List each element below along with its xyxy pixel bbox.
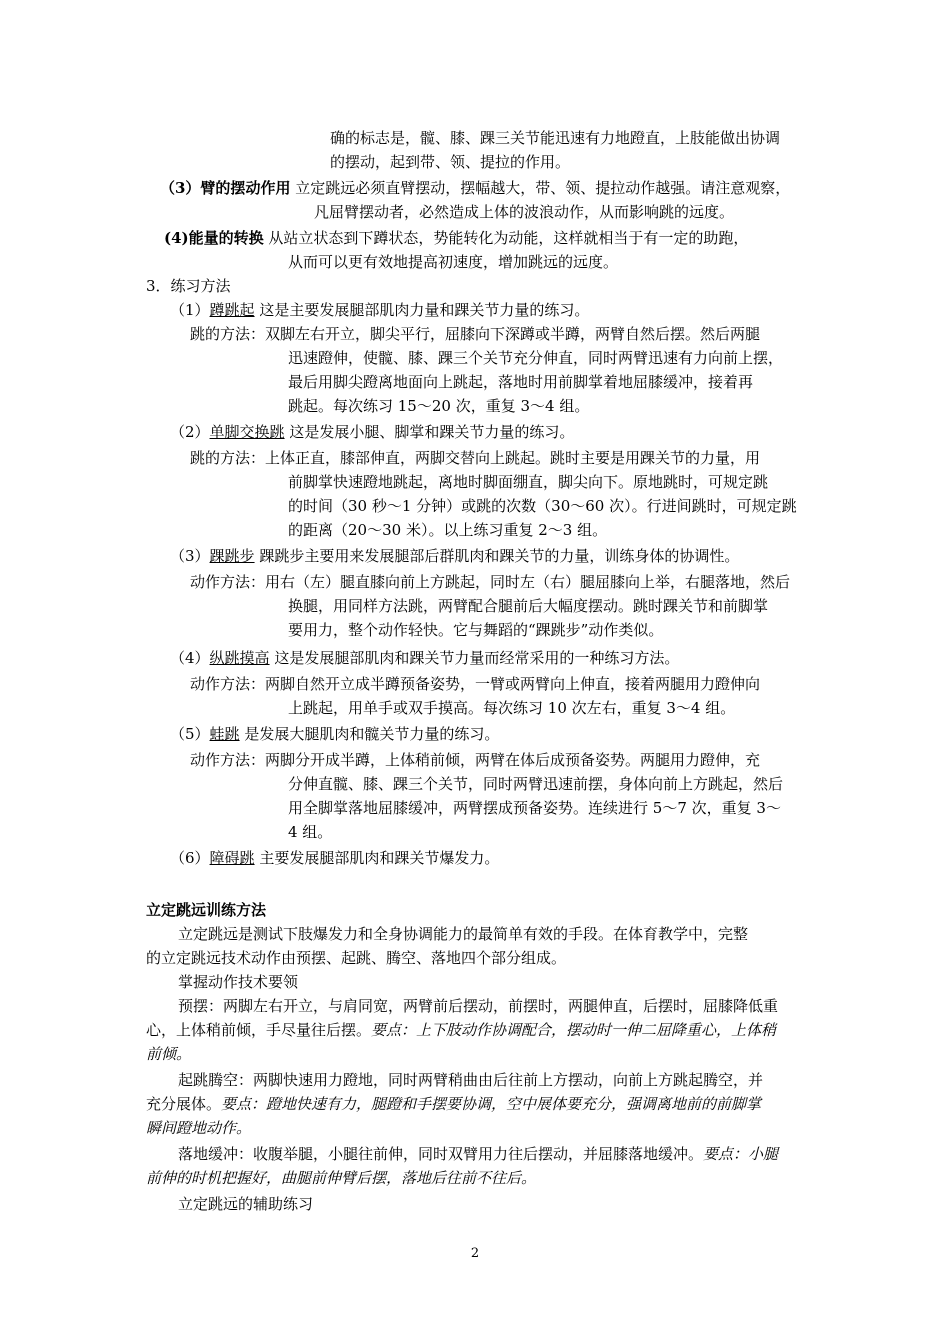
item-description: 这是发展腿部肌肉和踝关节力量而经常采用的一种练习方法。 (274, 649, 680, 667)
method-label: 动作方法： (190, 751, 266, 769)
method-line (190, 322, 760, 346)
method-text: 分伸直髋、膝、踝三个关节，同时两臂迅速前摆，身体向前上方跳起，然后 (288, 775, 784, 793)
method-text: 用全脚掌落地屈膝缓冲，两臂摆成预备姿势。连续进行 5～7 次，重复 3～ (288, 799, 781, 817)
section-heading-practice: 3．练习方法 (146, 277, 231, 295)
item-description: 踝跳步主要用来发展腿部后群肌肉和踝关节的力量，训练身体的协调性。 (259, 547, 740, 565)
item-name: 单脚交换跳 (209, 423, 285, 441)
item-number: （4） (170, 649, 210, 667)
item-number: （2） (170, 423, 210, 441)
arm-swing-text-1: 立定跳远必须直臂摆动，摆幅越大，带、领、提拉动作越强。请注意观察， (295, 179, 791, 197)
method-text: 双脚左右开立，脚尖平行，屈膝向下深蹲或半蹲，两臂自然后摆。然后两腿 (265, 325, 761, 343)
method-label: 动作方法： (190, 573, 266, 591)
method-text: 用右（左）腿直膝向前上方跳起，同时左（右）腿屈膝向上举，右腿落地，然后 (265, 573, 791, 591)
preswing-text: 心，上体稍前倾，手尽量往后摆。 (146, 1021, 372, 1039)
takeoff-key-point: 要点：蹬地快速有力，腿蹬和手摆要协调，空中展体要充分，强调离地前的前脚掌 (221, 1095, 762, 1113)
item-number: （1） (170, 301, 210, 319)
method-line (190, 570, 790, 594)
energy-text-2: 从而可以更有效地提高初速度，增加跳远的远度。 (288, 253, 619, 271)
method-text: 上体正直，膝部伸直，两脚交替向上跳起。跳时主要是用踝关节的力量，用 (265, 449, 761, 467)
method-text: 两脚分开成半蹲，上体稍前倾，两臂在体后成预备姿势。两腿用力蹬伸，充 (265, 751, 761, 769)
training-heading: 立定跳远训练方法 (146, 901, 267, 919)
item-description: 这是主要发展腿部肌肉力量和踝关节力量的练习。 (259, 301, 590, 319)
practice-item-6 (170, 846, 499, 870)
practice-item-2 (170, 420, 574, 444)
takeoff-line-3: 瞬间蹬地动作。 (146, 1119, 252, 1137)
method-label: 动作方法： (190, 675, 266, 693)
method-text: 上跳起，用单手或双手摸高。每次练习 10 次左右，重复 3～4 组。 (288, 699, 736, 717)
item-name: 蛙跳 (209, 725, 240, 743)
item-name: 纵跳摸高 (209, 649, 270, 667)
page-number: 2 (470, 1246, 480, 1261)
method-text: 两脚自然开立成半蹲预备姿势，一臂或两臂向上伸直，接着两腿用力蹬伸向 (265, 675, 761, 693)
method-text: 迅速蹬伸，使髋、膝、踝三个关节充分伸直，同时两臂迅速有力向前上摆， (288, 349, 784, 367)
item-name: 踝跳步 (209, 547, 255, 565)
method-label: 跳的方法： (190, 325, 266, 343)
method-text: 跳起。每次练习 15～20 次，重复 3～4 组。 (288, 397, 590, 415)
preswing-line-3: 前倾。 (146, 1045, 192, 1063)
arm-swing-text-2: 凡屈臂摆动者，必然造成上体的波浪动作，从而影响跳的远度。 (314, 203, 735, 221)
technique-subheading: 掌握动作技术要领 (178, 973, 299, 991)
item-description: 是发展大腿肌肉和髋关节力量的练习。 (244, 725, 500, 743)
preswing-line-2 (146, 1018, 776, 1042)
landing-text: 落地缓冲：收腹举腿，小腿往前伸，同时双臂用力往后摆动，并屈膝落地缓冲。 (178, 1145, 704, 1163)
practice-item-3 (170, 544, 739, 568)
preswing-key-point: 要点：上下肢动作协调配合，摆动时一伸二屈降重心，上体稍 (371, 1021, 777, 1039)
method-label: 跳的方法： (190, 449, 266, 467)
training-intro-1: 立定跳远是测试下肢爆发力和全身协调能力的最简单有效的手段。在体育教学中，完整 (178, 925, 749, 943)
item-number: （3） (170, 547, 210, 565)
item-description: 这是发展小腿、脚掌和踝关节力量的练习。 (289, 423, 575, 441)
item-description: 主要发展腿部肌肉和踝关节爆发力。 (259, 849, 500, 867)
practice-item-5 (170, 722, 499, 746)
method-text: 最后用脚尖蹬离地面向上跳起，落地时用前脚掌着地屈膝缓冲，接着再 (288, 373, 754, 391)
method-text: 换腿，用同样方法跳，两臂配合腿前后大幅度摆动。跳时踝关节和前脚掌 (288, 597, 769, 615)
method-line (190, 672, 760, 696)
method-line (190, 446, 760, 470)
preswing-line-1: 预摆：两脚左右开立，与肩同宽，两臂前后摆动，前摆时，两腿伸直，后摆时，屈膝降低重 (178, 997, 779, 1015)
energy-label: (4)能量的转换 (164, 229, 264, 247)
method-line (190, 748, 760, 772)
arm-swing-paragraph (160, 176, 790, 200)
continued-line-2: 的摆动，起到带、领、提拉的作用。 (330, 153, 571, 171)
landing-line-2: 前伸的时机把握好，曲腿前伸臂后摆，落地后往前不往后。 (146, 1169, 537, 1187)
energy-text-1: 从站立状态到下蹲状态，势能转化为动能，这样就相当于有一定的助跑， (268, 229, 749, 247)
item-name: 障碍跳 (209, 849, 255, 867)
method-text: 的距离（20～30 米）。以上练习重复 2～3 组。 (288, 521, 608, 539)
takeoff-line-2 (146, 1092, 761, 1116)
item-number: （6） (170, 849, 210, 867)
landing-line-1 (178, 1142, 778, 1166)
training-intro-2: 的立定跳远技术动作由预摆、起跳、腾空、落地四个部分组成。 (146, 949, 567, 967)
practice-item-4 (170, 646, 679, 670)
method-text: 的时间（30 秒～1 分钟）或跳的次数（30～60 次）。行进间跳时，可规定跳 (288, 497, 797, 515)
item-name: 蹲跳起 (209, 301, 255, 319)
method-text: 4 组。 (288, 823, 333, 841)
method-text: 要用力，整个动作轻快。它与舞蹈的“踝跳步”动作类似。 (288, 621, 664, 639)
practice-item-1 (170, 298, 589, 322)
method-text: 前脚掌快速蹬地跳起，离地时脚面绷直，脚尖向下。原地跳时，可规定跳 (288, 473, 769, 491)
auxiliary-practice-heading: 立定跳远的辅助练习 (178, 1195, 314, 1213)
energy-paragraph (164, 226, 748, 250)
takeoff-line-1: 起跳腾空：两脚快速用力蹬地，同时两臂稍曲由后往前上方摆动，向前上方跳起腾空，并 (178, 1071, 764, 1089)
item-number: （5） (170, 725, 210, 743)
takeoff-text: 充分展体。 (146, 1095, 222, 1113)
landing-key-point: 要点：小腿 (703, 1145, 779, 1163)
arm-swing-label: （3）臂的摆动作用 (160, 179, 291, 197)
continued-line-1: 确的标志是，髋、膝、踝三关节能迅速有力地蹬直，上肢能做出协调 (330, 129, 781, 147)
